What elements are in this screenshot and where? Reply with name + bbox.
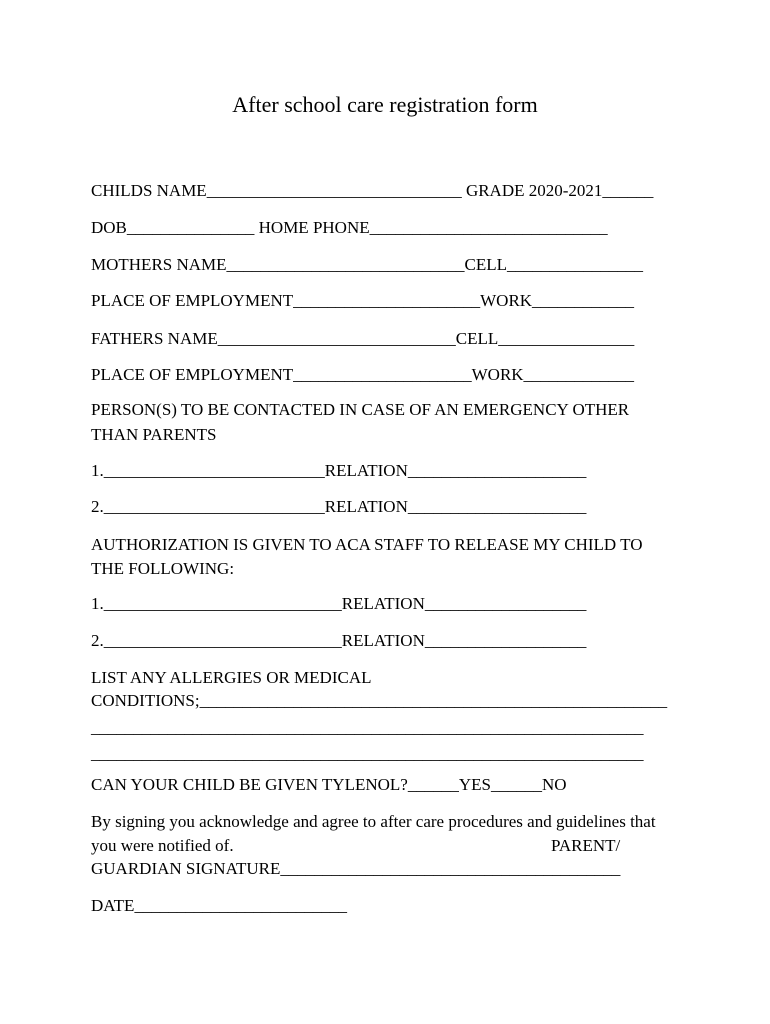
emergency-contact-heading-line-2: THAN PARENTS: [91, 425, 217, 444]
authorization-heading-line-2: THE FOLLOWING:: [91, 559, 235, 578]
authorization-heading-line-1: AUTHORIZATION IS GIVEN TO ACA STAFF TO RELEASE MY CHILD TO: [91, 535, 643, 554]
emergency-contact-heading-line-1: PERSON(S) TO BE CONTACTED IN CASE OF AN EMERGENCY OTHER: [91, 400, 630, 419]
childs-name-row[interactable]: CHILDS NAME______________________________ GRADE 2020-2021______: [91, 181, 654, 200]
acknowledgement-line-1: By signing you acknowledge and agree to after care procedures and guidelines that: [91, 812, 656, 831]
emergency-contact-2-row[interactable]: 2.__________________________RELATION_____________________: [91, 497, 587, 516]
dob-home-phone-row[interactable]: DOB_______________ HOME PHONE____________________________: [91, 218, 608, 237]
allergies-blank-line-2[interactable]: _________________________________________________________________: [91, 744, 644, 763]
form-title: After school care registration form: [232, 92, 538, 117]
allergies-blank-line-1[interactable]: _________________________________________________________________: [91, 718, 644, 737]
date-row[interactable]: DATE_________________________: [91, 896, 347, 915]
acknowledgement-line-2: you were notified of.: [91, 836, 234, 855]
tylenol-row[interactable]: CAN YOUR CHILD BE GIVEN TYLENOL?______YES______NO: [91, 775, 567, 794]
authorized-person-2-row[interactable]: 2.____________________________RELATION___________________: [91, 631, 587, 650]
fathers-name-row[interactable]: FATHERS NAME____________________________CELL________________: [91, 329, 635, 348]
parent-label: PARENT/: [551, 836, 621, 855]
emergency-contact-1-row[interactable]: 1.__________________________RELATION_____________________: [91, 461, 587, 480]
father-employment-row[interactable]: PLACE OF EMPLOYMENT_____________________WORK_____________: [91, 365, 635, 384]
allergies-conditions-row[interactable]: CONDITIONS;_______________________________________________________: [91, 691, 668, 710]
allergies-heading-line-1: LIST ANY ALLERGIES OR MEDICAL: [91, 668, 372, 687]
mothers-name-row[interactable]: MOTHERS NAME____________________________CELL________________: [91, 255, 644, 274]
authorized-person-1-row[interactable]: 1.____________________________RELATION___________________: [91, 594, 587, 613]
mother-employment-row[interactable]: PLACE OF EMPLOYMENT______________________WORK____________: [91, 291, 635, 310]
guardian-signature-row[interactable]: GUARDIAN SIGNATURE________________________________________: [91, 859, 621, 878]
